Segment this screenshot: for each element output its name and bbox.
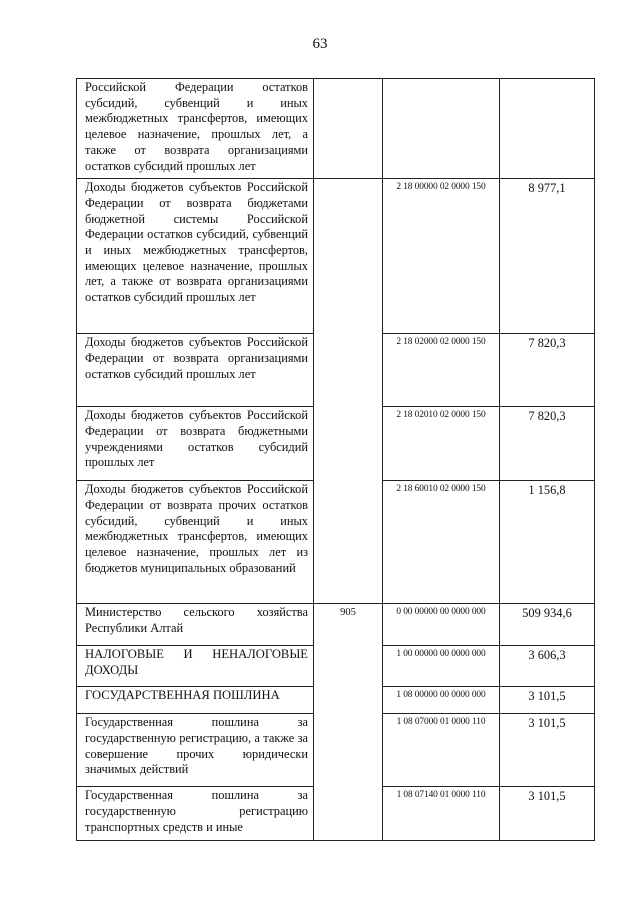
name-cell [77, 604, 314, 646]
budget-code: 0 00 00000 00 0000 000 [396, 607, 486, 618]
budget-code: 2 18 60010 02 0000 150 [396, 484, 486, 495]
revenue-name: НАЛОГОВЫЕ И НЕНАЛОГОВЫЕ ДОХОДЫ [85, 647, 308, 677]
admin-cell [314, 179, 383, 604]
revenue-name: Доходы бюджетов субъектов Российской Федерации от возврата организациями остатков субсидий прошлых лет [85, 335, 308, 381]
sum-cell [500, 604, 595, 646]
admin-code: 905 [340, 607, 356, 619]
budget-code: 2 18 02000 02 0000 150 [396, 337, 486, 348]
revenue-name: Доходы бюджетов субъектов Российской Федерации от возврата прочих остатков субсидий, субвенций и иных межбюджетных трансфертов, имеющих целевое назначение, прошлых лет из бюджетов муниципальных образований [85, 482, 308, 575]
sum-cell [500, 179, 595, 334]
amount: 3 606,3 [528, 648, 566, 663]
budget-code [383, 79, 499, 82]
amount: 7 820,3 [528, 336, 566, 351]
amount: 8 977,1 [528, 181, 566, 196]
revenue-name: Доходы бюджетов субъектов Российской Федерации от возврата бюджетами бюджетной системы Российской Федерации остатков субсидий, субвенций и иных межбюджетных трансфертов, имеющих целевое назначение, прошлых лет, а также от возврата организациями остатков субсидий прошлых лет [85, 180, 308, 305]
amount: 3 101,5 [528, 689, 566, 704]
code-cell [383, 407, 500, 481]
code-cell [383, 334, 500, 407]
budget-code: 1 08 00000 00 0000 000 [396, 690, 486, 701]
name-cell [77, 334, 314, 407]
admin-code [314, 79, 382, 82]
budget-code: 2 18 00000 02 0000 150 [396, 182, 486, 193]
budget-code: 1 08 07000 01 0000 110 [396, 717, 486, 728]
amount: 3 101,5 [528, 789, 566, 804]
sum-cell [500, 687, 595, 714]
code-cell [383, 787, 500, 841]
name-cell [77, 687, 314, 714]
code-cell [383, 604, 500, 646]
revenue-name: Государственная пошлина за государственную регистрацию транспортных средств и иные [85, 788, 308, 834]
amount: 1 156,8 [528, 483, 566, 498]
code-cell [383, 481, 500, 604]
revenue-name: ГОСУДАРСТВЕННАЯ ПОШЛИНА [85, 688, 280, 703]
admin-cell [314, 604, 383, 841]
amount: 3 101,5 [528, 716, 566, 731]
amount [500, 79, 594, 81]
name-cell [77, 646, 314, 687]
sum-cell [500, 714, 595, 787]
code-cell [383, 179, 500, 334]
revenue-table [76, 78, 595, 841]
sum-cell [500, 646, 595, 687]
sum-cell [500, 407, 595, 481]
revenue-name: Российской Федерации остатков субсидий, субвенций и иных межбюджетных трансфертов, имеющих целевое назначение, прошлых лет, а также от возврата организациями остатков субсидий прошлых лет [85, 80, 308, 173]
code-cell [383, 687, 500, 714]
code-cell [383, 646, 500, 687]
table-row [77, 79, 595, 179]
revenue-name: Доходы бюджетов субъектов Российской Федерации от возврата бюджетными учреждениями остатков субсидий прошлых лет [85, 408, 308, 470]
amount: 509 934,6 [522, 606, 572, 621]
budget-code: 1 00 00000 00 0000 000 [396, 649, 486, 660]
code-cell [383, 714, 500, 787]
table-row [77, 179, 595, 334]
table-row [77, 604, 595, 646]
name-cell [77, 714, 314, 787]
name-cell [77, 407, 314, 481]
sum-cell [500, 787, 595, 841]
budget-code: 2 18 02010 02 0000 150 [396, 410, 486, 421]
sum-cell [500, 481, 595, 604]
budget-code: 1 08 07140 01 0000 110 [396, 790, 486, 801]
revenue-name: Министерство сельского хозяйства Республики Алтай [85, 605, 308, 635]
name-cell [77, 787, 314, 841]
name-cell [77, 179, 314, 334]
name-cell [77, 79, 314, 179]
name-cell [77, 481, 314, 604]
amount: 7 820,3 [528, 409, 566, 424]
admin-cell [314, 79, 383, 179]
code-cell [383, 79, 500, 179]
revenue-name: Государственная пошлина за государственную регистрацию, а также за совершение прочих юридически значимых действий [85, 715, 308, 777]
sum-cell [500, 79, 595, 179]
page-number: 63 [312, 36, 328, 52]
sum-cell [500, 334, 595, 407]
admin-code [314, 179, 382, 182]
